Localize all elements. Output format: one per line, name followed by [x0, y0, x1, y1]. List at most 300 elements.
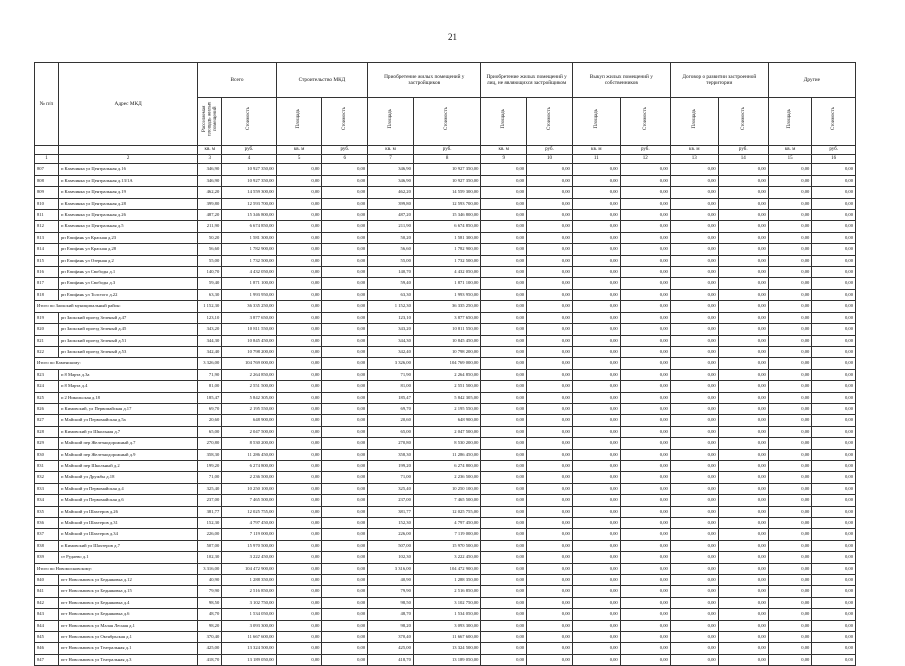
buyout-cost-cell: 0,00	[620, 495, 670, 506]
non-developers-area-cell: 0,00	[481, 632, 527, 643]
header-cost: Стоимость	[830, 107, 836, 131]
non-developers-area-cell: 0,00	[481, 255, 527, 266]
construction-area-cell: 0,00	[276, 632, 322, 643]
other-area-cell: 0,00	[768, 346, 812, 357]
development-agreement-cost-cell: 0,00	[718, 415, 768, 426]
other-cost-cell: 0,00	[812, 392, 856, 403]
developers-cost-cell: 648 900,00	[413, 415, 481, 426]
total-area-cell: 370,40	[198, 632, 222, 643]
row-number: 843	[35, 609, 59, 620]
buyout-area-cell: 0,00	[572, 597, 620, 608]
non-developers-cost-cell: 0,00	[527, 597, 573, 608]
non-developers-cost-cell: 0,00	[527, 324, 573, 335]
buyout-area-cell: 0,00	[572, 586, 620, 597]
other-area-cell: 0,00	[768, 221, 812, 232]
development-agreement-cost-cell: 0,00	[718, 540, 768, 551]
buyout-area-cell: 0,00	[572, 381, 620, 392]
header-cost: Стоимость	[546, 107, 552, 131]
development-agreement-cost-cell: 0,00	[718, 552, 768, 563]
non-developers-area-cell: 0,00	[481, 563, 527, 574]
developers-cost-cell: 13 324 500,00	[413, 643, 481, 654]
buyout-area-cell: 0,00	[572, 289, 620, 300]
other-cost-cell: 0,00	[812, 483, 856, 494]
non-developers-cost-cell: 0,00	[527, 506, 573, 517]
unit-cell: кв. м	[768, 146, 812, 155]
development-agreement-area-cell: 0,00	[670, 369, 718, 380]
total-area-cell: 344,30	[198, 335, 222, 346]
development-agreement-area-cell: 0,00	[670, 415, 718, 426]
non-developers-cost-cell: 0,00	[527, 244, 573, 255]
development-agreement-area-cell: 0,00	[670, 255, 718, 266]
other-area-cell: 0,00	[768, 495, 812, 506]
construction-cost-cell: 0,00	[322, 540, 368, 551]
development-agreement-area-cell: 0,00	[670, 289, 718, 300]
buyout-cost-cell: 0,00	[620, 198, 670, 209]
construction-area-cell: 0,00	[276, 346, 322, 357]
non-developers-area-cell: 0,00	[481, 643, 527, 654]
construction-area-cell: 0,00	[276, 609, 322, 620]
non-developers-cost-cell: 0,00	[527, 586, 573, 597]
total-cost-cell: 12 593 700,00	[222, 198, 276, 209]
non-developers-cost-cell: 0,00	[527, 438, 573, 449]
total-area-cell: 211,90	[198, 221, 222, 232]
table-row	[35, 232, 856, 243]
other-cost-cell: 0,00	[812, 301, 856, 312]
non-developers-cost-cell: 0,00	[527, 449, 573, 460]
construction-cost-cell: 0,00	[322, 175, 368, 186]
total-area-cell: 462,20	[198, 187, 222, 198]
development-agreement-area-cell: 0,00	[670, 552, 718, 563]
table-row	[35, 187, 856, 198]
row-number: 837	[35, 529, 59, 540]
non-developers-cost-cell: 0,00	[527, 552, 573, 563]
developers-cost-cell: 4 797 450,00	[413, 518, 481, 529]
other-cost-cell: 0,00	[812, 449, 856, 460]
other-area-cell: 0,00	[768, 643, 812, 654]
unit-cell: кв. м	[481, 146, 527, 155]
row-number: 847	[35, 654, 59, 665]
unit-cell: кв. м	[368, 146, 414, 155]
non-developers-cost-cell: 0,00	[527, 495, 573, 506]
table-row	[35, 609, 856, 620]
row-number: 846	[35, 643, 59, 654]
buyout-area-cell: 0,00	[572, 518, 620, 529]
total-area-cell: 381,77	[198, 506, 222, 517]
developers-cost-cell: 8 530 200,00	[413, 438, 481, 449]
buyout-area-cell: 0,00	[572, 426, 620, 437]
non-developers-cost-cell: 0,00	[527, 335, 573, 346]
other-area-cell: 0,00	[768, 472, 812, 483]
construction-area-cell: 0,00	[276, 472, 322, 483]
non-developers-cost-cell: 0,00	[527, 620, 573, 631]
row-number: 833	[35, 483, 59, 494]
row-number: 824	[35, 381, 59, 392]
construction-cost-cell: 0,00	[322, 381, 368, 392]
construction-cost-cell: 0,00	[322, 335, 368, 346]
total-cost-cell: 1 993 950,00	[222, 289, 276, 300]
buyout-cost-cell: 0,00	[620, 312, 670, 323]
other-area-cell: 0,00	[768, 198, 812, 209]
development-agreement-cost-cell: 0,00	[718, 164, 768, 175]
buyout-cost-cell: 0,00	[620, 620, 670, 631]
other-area-cell: 0,00	[768, 506, 812, 517]
address-cell: рп Епифань ул Красная д.23	[58, 232, 197, 243]
header-row-col-numbers	[35, 155, 856, 164]
non-developers-area-cell: 0,00	[481, 460, 527, 471]
total-area-cell: 226,00	[198, 529, 222, 540]
header-group-other: Другие	[768, 63, 855, 98]
total-area-cell: 199,20	[198, 460, 222, 471]
buyout-area-cell: 0,00	[572, 529, 620, 540]
page-number: 21	[448, 32, 457, 42]
construction-cost-cell: 0,00	[322, 415, 368, 426]
developers-cost-cell: 12 593 700,00	[413, 198, 481, 209]
development-agreement-area-cell: 0,00	[670, 335, 718, 346]
total-cost-cell: 36 335 250,00	[222, 301, 276, 312]
buyout-area-cell: 0,00	[572, 198, 620, 209]
development-agreement-area-cell: 0,00	[670, 301, 718, 312]
total-area-cell: 71,00	[198, 472, 222, 483]
total-cost-cell: 7 119 000,00	[222, 529, 276, 540]
table-row	[35, 495, 856, 506]
other-area-cell: 0,00	[768, 392, 812, 403]
other-cost-cell: 0,00	[812, 346, 856, 357]
other-cost-cell: 0,00	[812, 518, 856, 529]
row-number: 839	[35, 552, 59, 563]
other-area-cell: 0,00	[768, 632, 812, 643]
row-number: 835	[35, 506, 59, 517]
other-cost-cell: 0,00	[812, 221, 856, 232]
header-cost: Стоимость	[246, 107, 252, 131]
construction-area-cell: 0,00	[276, 586, 322, 597]
buyout-area-cell: 0,00	[572, 620, 620, 631]
row-number: 811	[35, 210, 59, 221]
row-number: 830	[35, 449, 59, 460]
construction-area-cell: 0,00	[276, 529, 322, 540]
developers-area-cell: 462,20	[368, 187, 414, 198]
non-developers-area-cell: 0,00	[481, 267, 527, 278]
header-cost: Стоимость	[642, 107, 648, 131]
col-number: 9	[481, 155, 527, 164]
address-cell: пгт Новольвовск ул Театральная д.3	[58, 654, 197, 665]
non-developers-cost-cell: 0,00	[527, 632, 573, 643]
non-developers-area-cell: 0,00	[481, 301, 527, 312]
row-number: 827	[35, 415, 59, 426]
construction-area-cell: 0,00	[276, 381, 322, 392]
construction-cost-cell: 0,00	[322, 529, 368, 540]
total-cost-cell: 2 516 850,00	[222, 586, 276, 597]
development-agreement-cost-cell: 0,00	[718, 563, 768, 574]
construction-area-cell: 0,00	[276, 643, 322, 654]
developers-cost-cell: 10 927 350,00	[413, 175, 481, 186]
development-agreement-cost-cell: 0,00	[718, 175, 768, 186]
col-number: 16	[812, 155, 856, 164]
total-cost-cell: 10 927 350,00	[222, 175, 276, 186]
total-area-cell: 342,40	[198, 346, 222, 357]
development-agreement-area-cell: 0,00	[670, 654, 718, 665]
development-agreement-area-cell: 0,00	[670, 643, 718, 654]
address-cell: п 8 Марта д.4	[58, 381, 197, 392]
developers-area-cell: 59,40	[368, 278, 414, 289]
table-row	[35, 175, 856, 186]
construction-area-cell: 0,00	[276, 426, 322, 437]
non-developers-area-cell: 0,00	[481, 210, 527, 221]
non-developers-area-cell: 0,00	[481, 449, 527, 460]
buyout-area-cell: 0,00	[572, 472, 620, 483]
total-area-cell: 270,80	[198, 438, 222, 449]
buyout-area-cell: 0,00	[572, 495, 620, 506]
non-developers-area-cell: 0,00	[481, 221, 527, 232]
col-number: 1	[35, 155, 59, 164]
buyout-cost-cell: 0,00	[620, 586, 670, 597]
table-row	[35, 164, 856, 175]
table-row	[35, 369, 856, 380]
col-number: 6	[322, 155, 368, 164]
construction-cost-cell: 0,00	[322, 449, 368, 460]
total-cost-cell: 2 264 850,00	[222, 369, 276, 380]
non-developers-area-cell: 0,00	[481, 164, 527, 175]
table-row	[35, 506, 856, 517]
construction-cost-cell: 0,00	[322, 301, 368, 312]
total-area-cell: 123,10	[198, 312, 222, 323]
developers-cost-cell: 2 195 550,00	[413, 403, 481, 414]
table-row	[35, 221, 856, 232]
construction-area-cell: 0,00	[276, 369, 322, 380]
construction-area-cell: 0,00	[276, 403, 322, 414]
development-agreement-area-cell: 0,00	[670, 586, 718, 597]
developers-cost-cell: 10 927 350,00	[413, 164, 481, 175]
header-area: Площадь	[787, 109, 793, 129]
address-cell: п Майский ул Первомайская д.6	[58, 495, 197, 506]
row-number: 825	[35, 392, 59, 403]
buyout-cost-cell: 0,00	[620, 597, 670, 608]
buyout-cost-cell: 0,00	[620, 255, 670, 266]
subtotal-label: Итого по Заокский муниципальный район:	[35, 301, 198, 312]
row-number: 815	[35, 255, 59, 266]
col-number: 13	[670, 155, 718, 164]
row-number: 826	[35, 403, 59, 414]
row-number: 829	[35, 438, 59, 449]
non-developers-area-cell: 0,00	[481, 438, 527, 449]
buyout-cost-cell: 0,00	[620, 244, 670, 255]
header-row-groups	[35, 63, 856, 98]
address-cell: рп Епифань ул Свободы д.1	[58, 267, 197, 278]
other-cost-cell: 0,00	[812, 255, 856, 266]
development-agreement-area-cell: 0,00	[670, 381, 718, 392]
buyout-area-cell: 0,00	[572, 609, 620, 620]
buyout-cost-cell: 0,00	[620, 289, 670, 300]
developers-cost-cell: 15 346 800,00	[413, 210, 481, 221]
construction-cost-cell: 0,00	[322, 426, 368, 437]
development-agreement-area-cell: 0,00	[670, 597, 718, 608]
other-area-cell: 0,00	[768, 369, 812, 380]
non-developers-area-cell: 0,00	[481, 529, 527, 540]
total-cost-cell: 1 534 050,00	[222, 609, 276, 620]
development-agreement-area-cell: 0,00	[670, 358, 718, 369]
developers-area-cell: 211,90	[368, 221, 414, 232]
non-developers-area-cell: 0,00	[481, 415, 527, 426]
non-developers-cost-cell: 0,00	[527, 289, 573, 300]
non-developers-cost-cell: 0,00	[527, 232, 573, 243]
construction-cost-cell: 0,00	[322, 506, 368, 517]
development-agreement-cost-cell: 0,00	[718, 221, 768, 232]
developers-area-cell: 425,00	[368, 643, 414, 654]
other-area-cell: 0,00	[768, 483, 812, 494]
developers-cost-cell: 7 119 000,00	[413, 529, 481, 540]
construction-area-cell: 0,00	[276, 506, 322, 517]
buyout-cost-cell: 0,00	[620, 415, 670, 426]
subtotal-row	[35, 563, 856, 574]
total-cost-cell: 12 025 755,00	[222, 506, 276, 517]
development-agreement-cost-cell: 0,00	[718, 210, 768, 221]
construction-cost-cell: 0,00	[322, 244, 368, 255]
table-row	[35, 381, 856, 392]
table-row	[35, 255, 856, 266]
development-agreement-cost-cell: 0,00	[718, 255, 768, 266]
address-cell: рп Епифань ул Свободы д.3	[58, 278, 197, 289]
header-cost: Стоимость	[740, 107, 746, 131]
table-row	[35, 335, 856, 346]
developers-area-cell: 344,30	[368, 335, 414, 346]
developers-area-cell: 65,00	[368, 426, 414, 437]
other-cost-cell: 0,00	[812, 369, 856, 380]
table-row	[35, 198, 856, 209]
buyout-cost-cell: 0,00	[620, 438, 670, 449]
development-agreement-cost-cell: 0,00	[718, 187, 768, 198]
header-address: Адрес МКД	[58, 63, 197, 146]
row-number: 823	[35, 369, 59, 380]
construction-area-cell: 0,00	[276, 563, 322, 574]
non-developers-cost-cell: 0,00	[527, 575, 573, 586]
table-row	[35, 552, 856, 563]
header-group-construction: Строительство МКД	[276, 63, 367, 98]
address-cell: п Кимовский, ул Первомайская д.17	[58, 403, 197, 414]
buyout-area-cell: 0,00	[572, 438, 620, 449]
other-cost-cell: 0,00	[812, 267, 856, 278]
development-agreement-cost-cell: 0,00	[718, 620, 768, 631]
development-agreement-cost-cell: 0,00	[718, 449, 768, 460]
non-developers-area-cell: 0,00	[481, 381, 527, 392]
developers-cost-cell: 104 769 000,00	[413, 358, 481, 369]
development-agreement-area-cell: 0,00	[670, 426, 718, 437]
row-number: 808	[35, 175, 59, 186]
address-cell: рп Заокский проезд Зеленый д.47	[58, 312, 197, 323]
table-row	[35, 632, 856, 643]
non-developers-area-cell: 0,00	[481, 609, 527, 620]
total-area-cell: 346,90	[198, 164, 222, 175]
development-agreement-area-cell: 0,00	[670, 518, 718, 529]
other-cost-cell: 0,00	[812, 563, 856, 574]
developers-area-cell: 343,20	[368, 324, 414, 335]
buyout-cost-cell: 0,00	[620, 381, 670, 392]
table-row	[35, 278, 856, 289]
address-cell: пгт Новольвовск ул Театральная д.1	[58, 643, 197, 654]
other-area-cell: 0,00	[768, 609, 812, 620]
development-agreement-area-cell: 0,00	[670, 324, 718, 335]
development-agreement-area-cell: 0,00	[670, 392, 718, 403]
construction-area-cell: 0,00	[276, 175, 322, 186]
development-agreement-cost-cell: 0,00	[718, 335, 768, 346]
buyout-area-cell: 0,00	[572, 267, 620, 278]
development-agreement-area-cell: 0,00	[670, 472, 718, 483]
developers-area-cell: 71,90	[368, 369, 414, 380]
construction-cost-cell: 0,00	[322, 632, 368, 643]
other-area-cell: 0,00	[768, 426, 812, 437]
development-agreement-area-cell: 0,00	[670, 244, 718, 255]
development-agreement-cost-cell: 0,00	[718, 278, 768, 289]
developers-area-cell: 358,30	[368, 449, 414, 460]
construction-area-cell: 0,00	[276, 221, 322, 232]
development-agreement-area-cell: 0,00	[670, 267, 718, 278]
construction-area-cell: 0,00	[276, 232, 322, 243]
non-developers-area-cell: 0,00	[481, 232, 527, 243]
development-agreement-area-cell: 0,00	[670, 187, 718, 198]
col-number: 14	[718, 155, 768, 164]
total-area-cell: 237,00	[198, 495, 222, 506]
developers-area-cell: 81,00	[368, 381, 414, 392]
non-developers-cost-cell: 0,00	[527, 460, 573, 471]
row-number: 813	[35, 232, 59, 243]
other-cost-cell: 0,00	[812, 324, 856, 335]
developers-cost-cell: 1 993 950,00	[413, 289, 481, 300]
other-cost-cell: 0,00	[812, 540, 856, 551]
total-cost-cell: 10 811 550,00	[222, 324, 276, 335]
construction-area-cell: 0,00	[276, 289, 322, 300]
buyout-cost-cell: 0,00	[620, 540, 670, 551]
buyout-cost-cell: 0,00	[620, 460, 670, 471]
development-agreement-area-cell: 0,00	[670, 232, 718, 243]
developers-area-cell: 381,77	[368, 506, 414, 517]
developers-area-cell: 102,30	[368, 552, 414, 563]
development-agreement-area-cell: 0,00	[670, 175, 718, 186]
address-cell: п Казачинка ул Центральная д.26	[58, 210, 197, 221]
total-cost-cell: 6 274 800,00	[222, 460, 276, 471]
non-developers-cost-cell: 0,00	[527, 403, 573, 414]
construction-area-cell: 0,00	[276, 210, 322, 221]
development-agreement-cost-cell: 0,00	[718, 472, 768, 483]
developers-cost-cell: 13 189 050,00	[413, 654, 481, 665]
buyout-area-cell: 0,00	[572, 358, 620, 369]
non-developers-area-cell: 0,00	[481, 335, 527, 346]
address-cell: п Майский ул Первомайская д.5а	[58, 415, 197, 426]
construction-area-cell: 0,00	[276, 597, 322, 608]
development-agreement-area-cell: 0,00	[670, 632, 718, 643]
buyout-cost-cell: 0,00	[620, 187, 670, 198]
development-agreement-area-cell: 0,00	[670, 495, 718, 506]
table-row	[35, 244, 856, 255]
total-cost-cell: 15 970 500,00	[222, 540, 276, 551]
buyout-cost-cell: 0,00	[620, 164, 670, 175]
buyout-cost-cell: 0,00	[620, 210, 670, 221]
total-area-cell: 343,20	[198, 324, 222, 335]
construction-cost-cell: 0,00	[322, 654, 368, 665]
buyout-area-cell: 0,00	[572, 175, 620, 186]
construction-cost-cell: 0,00	[322, 346, 368, 357]
construction-cost-cell: 0,00	[322, 438, 368, 449]
buyout-area-cell: 0,00	[572, 369, 620, 380]
construction-area-cell: 0,00	[276, 164, 322, 175]
development-agreement-area-cell: 0,00	[670, 403, 718, 414]
developers-cost-cell: 2 516 850,00	[413, 586, 481, 597]
development-agreement-area-cell: 0,00	[670, 483, 718, 494]
construction-area-cell: 0,00	[276, 358, 322, 369]
other-cost-cell: 0,00	[812, 460, 856, 471]
address-cell: п Кимовский ул Шахтеров д.7	[58, 540, 197, 551]
table-row	[35, 415, 856, 426]
developers-cost-cell: 3 102 750,00	[413, 597, 481, 608]
header-row-no: № п/п	[35, 63, 59, 146]
developers-cost-cell: 6 274 800,00	[413, 460, 481, 471]
